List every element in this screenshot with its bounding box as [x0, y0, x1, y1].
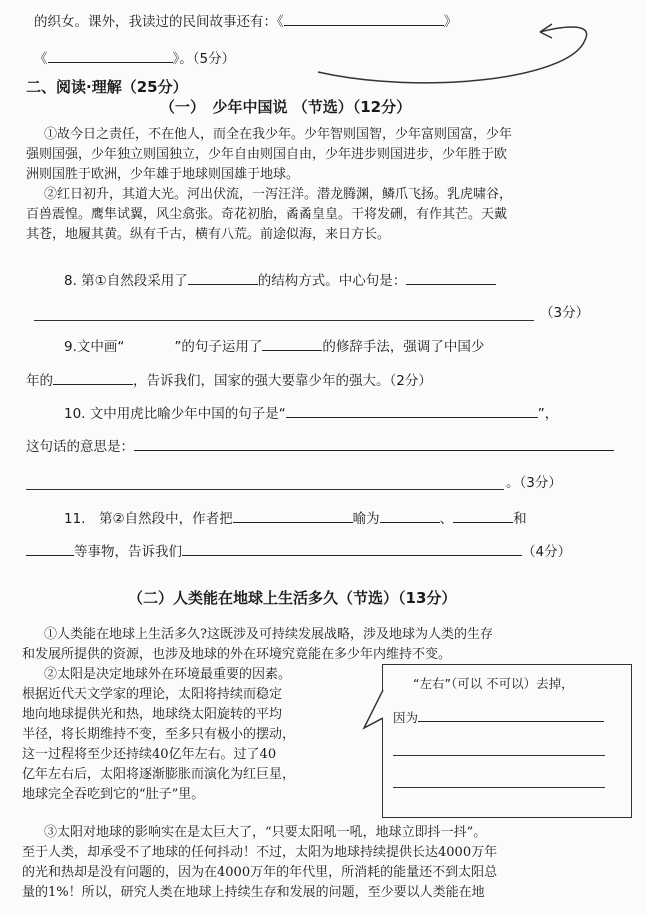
- answer-blank[interactable]: [26, 543, 74, 556]
- para-line: 其苍，地履其黄。纵有千古，横有八荒。前途似海，来日方长。: [26, 227, 391, 242]
- answer-blank[interactable]: [418, 709, 604, 722]
- article2-title: （二）人类能在地球上生活多久（节选）（13分）: [128, 589, 457, 607]
- text: 喻为: [352, 511, 380, 527]
- callout-box: [382, 664, 632, 818]
- question-11: [64, 510, 527, 528]
- para-line: 亿年左右后，太阳将逐渐膨胀而演化为红巨星，: [22, 767, 296, 782]
- text: 和: [513, 511, 527, 527]
- para-line: 至于人类，却承受不了地球的任何抖动！不过，太阳为地球持续提供长达4000万年: [22, 845, 498, 860]
- para-line: 量的1%！所以，研究人类在地球上持续生存和发展的问题，至少要以人类能在地: [22, 885, 485, 900]
- score: 。（3分）: [506, 475, 562, 491]
- para-line: ①故今日之责任，不在他人，而全在我少年。少年智则国智，少年富则国富，少年: [44, 127, 513, 142]
- answer-blank[interactable]: [453, 510, 513, 523]
- answer-blank[interactable]: [134, 438, 614, 451]
- para-line: 的光和热却是没有问题的，因为在4000万年的年代里，所消耗的能量还不到太阳总: [22, 865, 498, 880]
- para-line: 和发展所提供的资源，也涉及地球的外在环境究竟能在多少年内维持不变。: [22, 647, 452, 662]
- answer-line[interactable]: [26, 489, 504, 490]
- answer-blank[interactable]: [406, 272, 496, 285]
- text: 这句话的意思是：: [26, 439, 134, 455]
- answer-blank[interactable]: [262, 338, 322, 351]
- score: （3分）: [540, 305, 590, 321]
- callout-pointer-icon: [362, 690, 386, 734]
- para-line: 百兽震惶。鹰隼试翼，风尘翕张。奇花初胎，矞矞皇皇。干将发硎，有作其芒。天戴: [26, 207, 508, 222]
- text: 的织女。课外，我读过的民间故事还有：《: [34, 14, 284, 30]
- text: ，告诉我们，国家的强大要靠少年的强大。（2分）: [133, 373, 432, 389]
- text: 9.文中画“: [64, 339, 125, 355]
- para-line: 地球完全吞吃到它的“肚子”里。: [22, 787, 205, 802]
- section-title: 二、阅读·理解（25分）: [26, 78, 188, 96]
- question-8: [64, 272, 496, 290]
- answer-blank[interactable]: [380, 510, 440, 523]
- answer-blank[interactable]: [188, 272, 258, 285]
- article1-title: （一） 少年中国说 （节选）（12分）: [160, 98, 412, 116]
- story-question-line2: [34, 50, 235, 68]
- question-10-meaning: [26, 438, 614, 456]
- para-line: ②太阳是决定地球外在环境最重要的因素。: [44, 667, 292, 682]
- answer-blank[interactable]: [48, 50, 173, 63]
- text: 11. 第②自然段中，作者把: [64, 511, 233, 527]
- text: 《: [34, 51, 48, 67]
- question-11-cont: [26, 543, 571, 561]
- score: （4分）: [522, 544, 572, 560]
- text: 8. 第①自然段采用了: [64, 273, 188, 289]
- para-line: 半径，将长期维持不变，至多只有极小的摆动，: [22, 727, 296, 742]
- text: 年的: [26, 373, 53, 389]
- answer-line[interactable]: [393, 755, 605, 756]
- text: 的修辞手法，强调了中国少: [322, 339, 485, 355]
- callout-question: “左右”（可以 不可以）去掉，: [413, 676, 574, 691]
- question-10: [64, 405, 558, 423]
- para-line: 洲则国胜于欧洲，少年雄于地球则国雄于地球。: [26, 167, 300, 182]
- answer-line[interactable]: [34, 320, 534, 321]
- text: 》: [443, 14, 458, 30]
- question-9-cont: [26, 372, 432, 390]
- text: 的结构方式。中心句是：: [257, 273, 407, 289]
- text: 因为: [393, 710, 419, 725]
- answer-line[interactable]: [393, 787, 605, 788]
- para-line: ③太阳对地球的影响实在是太巨大了，“只要太阳吼一吼，地球立即抖一抖”。: [44, 825, 487, 840]
- text: ”的句子运用了: [174, 339, 263, 355]
- para-line: ②红日初升，其道大光。河出伏流，一泻汪洋。潜龙腾渊，鳞爪飞扬。乳虎啸谷，: [44, 187, 513, 202]
- answer-blank[interactable]: [233, 510, 353, 523]
- para-line: 这一过程将至少还持续40亿年左右。过了40: [22, 747, 277, 762]
- answer-blank[interactable]: [286, 405, 538, 418]
- text: 等事物，告诉我们: [74, 544, 182, 560]
- answer-blank[interactable]: [182, 543, 522, 556]
- para-line: 地向地球提供光和热，地球绕太阳旋转的平均: [22, 707, 283, 722]
- text: ”，: [537, 406, 559, 422]
- text: 、: [439, 511, 454, 527]
- handwritten-arrow-icon: [300, 10, 620, 90]
- para-line: 根据近代天文学家的理论，太阳将持续而稳定: [22, 687, 283, 702]
- para-line: ①人类能在地球上生活多久?这既涉及可持续发展战略，涉及地球为人类的生存: [44, 627, 493, 642]
- callout-because: [393, 709, 604, 727]
- para-line: 强则国强，少年独立则国独立，少年自由则国自由，少年进步则国进步，少年胜于欧: [26, 147, 508, 162]
- answer-blank[interactable]: [53, 372, 133, 385]
- text: 》。（5分）: [172, 51, 236, 67]
- question-9: [64, 338, 484, 356]
- text: 10. 文中用虎比喻少年中国的句子是“: [64, 406, 286, 422]
